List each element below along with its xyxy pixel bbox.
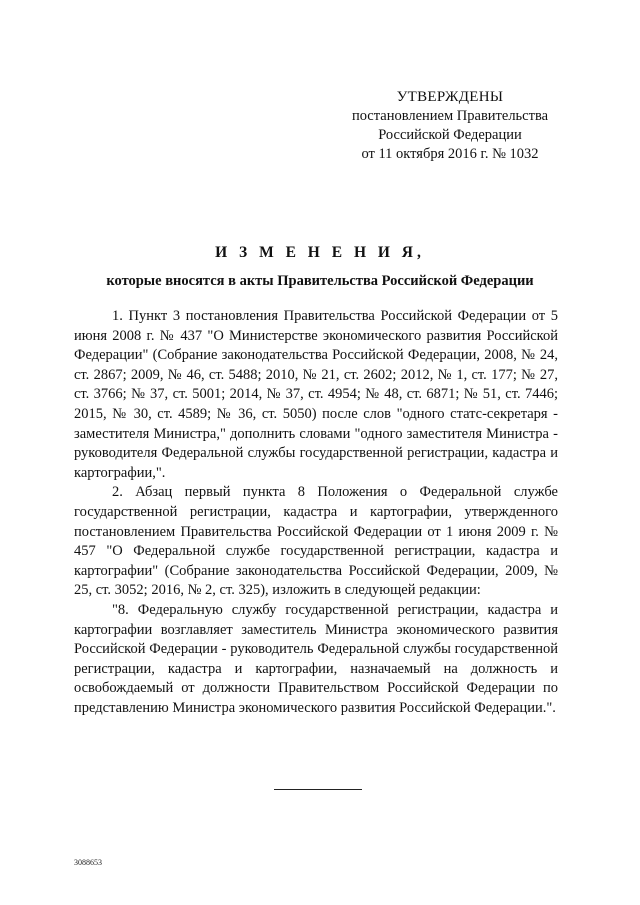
paragraph-3: "8. Федеральную службу государственной регистрации, кадастра и картографии возглавляет заместитель Министра экономического развития Российской Федерации - руководитель Федеральной службы государственной регистрации, кадастра и картографии, назначаемый на должность и освобождаемый от должности Правительством Российской Федерации по представлению Министра экономического развития Российской Федерации.". bbox=[74, 601, 558, 716]
approval-line-1: постановлением Правительства bbox=[351, 108, 549, 124]
end-separator-line bbox=[274, 789, 362, 790]
document-body bbox=[74, 307, 558, 718]
approval-line-2: Российской Федерации bbox=[378, 127, 522, 143]
approval-heading: УТВЕРЖДЕНЫ bbox=[396, 89, 504, 105]
document-title: И З М Е Н Е Н И Я, bbox=[215, 244, 425, 261]
paragraph-1: 1. Пункт 3 постановления Правительства Российской Федерации от 5 июня 2008 г. № 437 "О Министерстве экономического развития Российской Федерации" (Собрание законодательства Российской Федерации, 2008, № 24, ст. 2867; 2009, № 46, ст. 5488; 2010, № 21, ст. 2602; 2012, № 1, ст. 177; № 27, ст. 3766; № 37, ст. 5001; 2014, № 37, ст. 4954; № 48, ст. 6871; № 51, ст. 7446; 2015, № 30, ст. 4589; № 36, ст. 5050) после слов "одного статс-секретаря - заместителя Министра," дополнить словами "одного заместителя Министра - руководителя Федеральной службы государственной регистрации, кадастра и картографии,". bbox=[74, 308, 558, 481]
document-number: 3088653 bbox=[74, 858, 102, 867]
document-subtitle: которые вносятся в акты Правительства Российской Федерации bbox=[106, 273, 534, 289]
paragraph-2: 2. Абзац первый пункта 8 Положения о Федеральной службе государственной регистрации, кадастра и картографии, утвержденного постановлением Правительства Российской Федерации от 1 июня 2009 г. № 457 "О Федеральной службе государственной регистрации, кадастра и картографии" (Собрание законодательства Российской Федерации, 2009, № 25, ст. 3052; 2016, № 2, ст. 325), изложить в следующей редакции: bbox=[74, 484, 558, 599]
approval-block bbox=[330, 88, 570, 164]
approval-line-3: от 11 октября 2016 г. № 1032 bbox=[361, 146, 539, 162]
